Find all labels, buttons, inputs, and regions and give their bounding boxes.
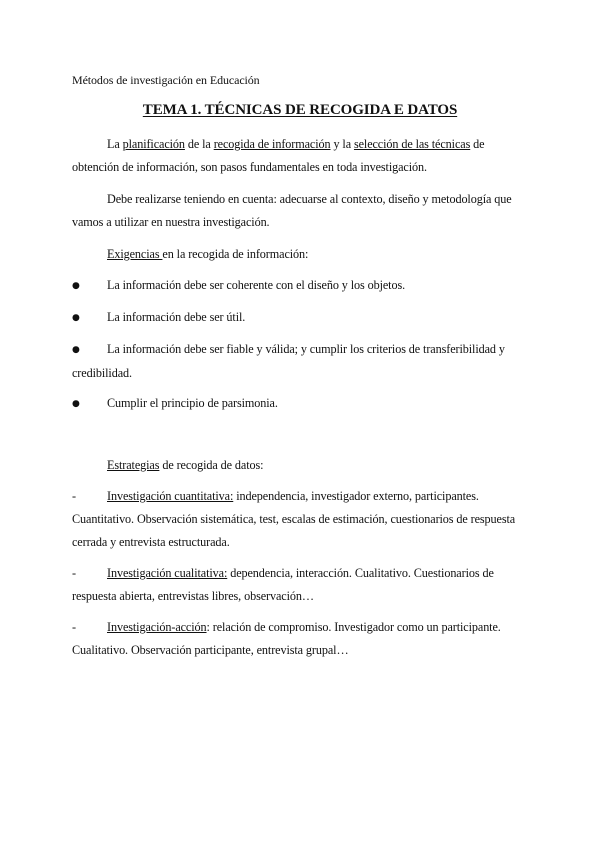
estrategias-heading: Estrategias de recogida de datos:: [107, 458, 264, 472]
exigencias-heading: Exigencias en la recogida de información:: [107, 247, 309, 261]
dash-icon: -: [72, 620, 76, 634]
estrategia-label: Investigación cualitativa:: [107, 566, 228, 580]
bullet-icon: ●: [72, 345, 80, 355]
paragraph-intro: La planificación de la recogida de información y la selección de las técnicas de obtención de información, son pasos fundamentales en toda investigación.: [72, 137, 485, 174]
exigencia-item: ● La información debe ser útil.: [72, 306, 528, 330]
exigencia-item: ● Cumplir el principio de parsimonia.: [72, 392, 528, 416]
estrategia-item: - Investigación cuantitativa: independencia, investigador externo, participantes. Cuantitativo. Observación sistemática, test, escalas de estimación, cuestionarios de respuesta cerrada y entrevista estructurada.: [72, 485, 528, 554]
dash-icon: -: [72, 489, 76, 503]
page-header: Métodos de investigación en Educación: [72, 73, 260, 87]
dash-icon: -: [72, 566, 76, 580]
document-title: TEMA 1. TÉCNICAS DE RECOGIDA E DATOS: [142, 102, 458, 118]
bullet-icon: ●: [72, 313, 80, 323]
bullet-icon: ●: [72, 399, 80, 409]
estrategia-item: - Investigación cualitativa: dependencia, interacción. Cualitativo. Cuestionarios de respuesta abierta, entrevistas libres, observación…: [72, 562, 528, 608]
paragraph-context: Debe realizarse teniendo en cuenta: adecuarse al contexto, diseño y metodología que vamos a utilizar en nuestra investigación.: [72, 192, 512, 229]
exigencia-item: ● La información debe ser fiable y válida; y cumplir los criterios de transferibilidad y credibilidad.: [72, 338, 528, 385]
estrategia-label: Investigación cuantitativa:: [107, 489, 234, 503]
bullet-icon: ●: [72, 281, 80, 291]
underlined-term: planificación: [122, 137, 185, 151]
exigencia-item: ● La información debe ser coherente con el diseño y los objetos.: [72, 274, 528, 298]
underlined-term: recogida de información: [213, 137, 331, 151]
estrategia-item: - Investigación-acción: relación de compromiso. Investigador como un participante. Cualitativo. Observación participante, entrevista grupal…: [72, 616, 528, 662]
underlined-term: selección de las técnicas: [353, 137, 471, 151]
estrategia-label: Investigación-acción: [107, 620, 207, 634]
